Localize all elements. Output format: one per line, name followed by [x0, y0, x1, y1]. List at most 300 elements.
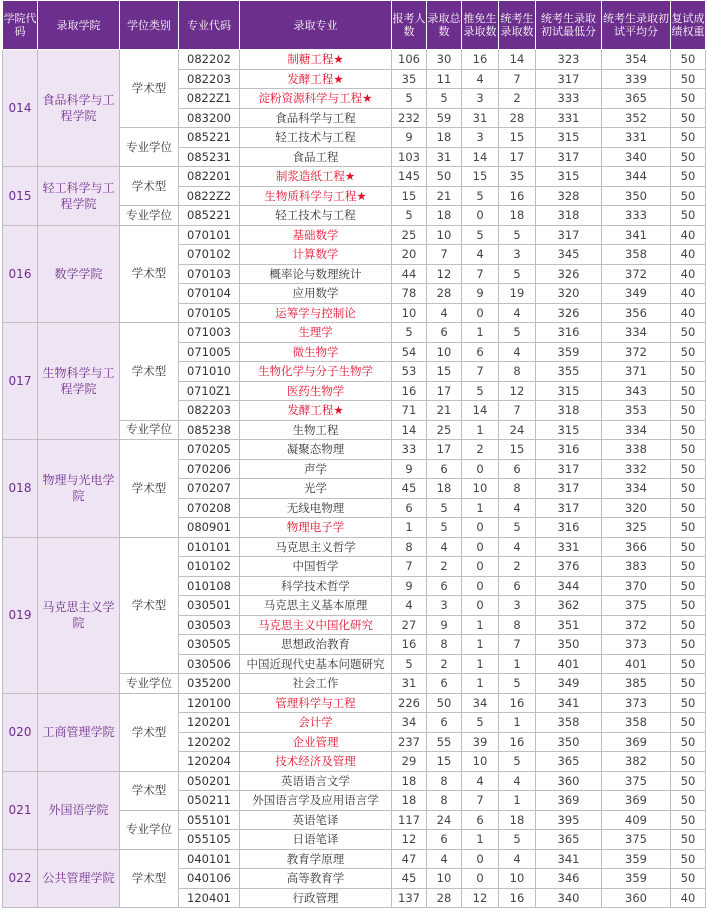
min-score: 317: [536, 479, 602, 499]
min-score: 344: [536, 576, 602, 596]
min-score: 345: [536, 245, 602, 265]
unified-admitted: 28: [499, 108, 536, 128]
major-name: 物理电子学: [240, 518, 392, 538]
unified-admitted: 24: [499, 420, 536, 440]
min-score: 323: [536, 50, 602, 70]
retest-weight: 50: [671, 674, 706, 694]
admitted-total: 12: [427, 264, 462, 284]
major-code: 070102: [179, 245, 240, 265]
retest-weight: 50: [671, 167, 706, 187]
applicants: 35: [392, 69, 427, 89]
major-name: 马克思主义哲学: [240, 537, 392, 557]
major-name: 光学: [240, 479, 392, 499]
major-name: 社会工作: [240, 674, 392, 694]
applicants: 103: [392, 147, 427, 167]
retest-weight: 50: [671, 615, 706, 635]
unified-admitted: 8: [499, 479, 536, 499]
avg-score: 332: [602, 459, 671, 479]
header-row: [3, 1, 706, 50]
applicants: 232: [392, 108, 427, 128]
admitted-total: 2: [427, 654, 462, 674]
major-code: 085238: [179, 420, 240, 440]
college-name: 物理与光电学院: [38, 440, 120, 538]
degree-type: 学术型: [120, 167, 179, 206]
exempt-admitted: 1: [462, 654, 499, 674]
unified-admitted: 4: [499, 537, 536, 557]
exempt-admitted: 1: [462, 674, 499, 694]
applicants: 9: [392, 576, 427, 596]
major-name: 凝聚态物理: [240, 440, 392, 460]
exempt-admitted: 4: [462, 771, 499, 791]
retest-weight: 50: [671, 752, 706, 772]
admitted-total: 21: [427, 186, 462, 206]
college-code: 015: [3, 167, 38, 226]
avg-score: 358: [602, 245, 671, 265]
header-college-code: 学院代码: [3, 1, 38, 50]
major-name: 淀粉资源科学与工程★: [240, 89, 392, 109]
major-code: 120201: [179, 713, 240, 733]
major-code: 120100: [179, 693, 240, 713]
header-major: 录取专业: [240, 1, 392, 50]
admitted-total: 17: [427, 440, 462, 460]
retest-weight: 50: [671, 459, 706, 479]
applicants: 20: [392, 245, 427, 265]
avg-score: 373: [602, 693, 671, 713]
min-score: 358: [536, 713, 602, 733]
avg-score: 365: [602, 89, 671, 109]
exempt-admitted: 10: [462, 479, 499, 499]
applicants: 10: [392, 303, 427, 323]
avg-score: 358: [602, 713, 671, 733]
exempt-admitted: 3: [462, 128, 499, 148]
retest-weight: 50: [671, 732, 706, 752]
major-code: 040101: [179, 849, 240, 869]
avg-score: 383: [602, 557, 671, 577]
retest-weight: 50: [671, 849, 706, 869]
min-score: 359: [536, 342, 602, 362]
admitted-total: 18: [427, 128, 462, 148]
avg-score: 369: [602, 732, 671, 752]
admission-table-wrapper: [2, 0, 705, 908]
applicants: 15: [392, 186, 427, 206]
unified-admitted: 4: [499, 498, 536, 518]
major-name: 发酵工程★: [240, 401, 392, 421]
applicants: 78: [392, 284, 427, 304]
retest-weight: 50: [671, 206, 706, 226]
applicants: 45: [392, 869, 427, 889]
min-score: 376: [536, 557, 602, 577]
college-code: 022: [3, 849, 38, 908]
major-name: 教育学原理: [240, 849, 392, 869]
major-code: 080901: [179, 518, 240, 538]
applicants: 29: [392, 752, 427, 772]
college-code: 020: [3, 693, 38, 771]
retest-weight: 50: [671, 108, 706, 128]
major-code: 070103: [179, 264, 240, 284]
unified-admitted: 5: [499, 830, 536, 850]
admitted-total: 59: [427, 108, 462, 128]
retest-weight: 40: [671, 225, 706, 245]
major-code: 050211: [179, 791, 240, 811]
header-unified-admitted: 统考生录取数: [499, 1, 536, 50]
unified-admitted: 14: [499, 50, 536, 70]
admitted-total: 4: [427, 537, 462, 557]
avg-score: 382: [602, 752, 671, 772]
retest-weight: 50: [671, 557, 706, 577]
applicants: 18: [392, 771, 427, 791]
unified-admitted: 1: [499, 713, 536, 733]
major-name: 食品科学与工程: [240, 108, 392, 128]
major-name: 计算数学: [240, 245, 392, 265]
exempt-admitted: 14: [462, 401, 499, 421]
min-score: 320: [536, 284, 602, 304]
exempt-admitted: 31: [462, 108, 499, 128]
min-score: 401: [536, 654, 602, 674]
unified-admitted: 5: [499, 518, 536, 538]
major-name: 发酵工程★: [240, 69, 392, 89]
college-code: 019: [3, 537, 38, 693]
admitted-total: 17: [427, 381, 462, 401]
exempt-admitted: 5: [462, 713, 499, 733]
min-score: 395: [536, 810, 602, 830]
unified-admitted: 16: [499, 186, 536, 206]
major-name: 科学技术哲学: [240, 576, 392, 596]
major-code: 082203: [179, 69, 240, 89]
major-name: 外国语言学及应用语言学: [240, 791, 392, 811]
applicants: 145: [392, 167, 427, 187]
major-name: 制浆造纸工程★: [240, 167, 392, 187]
min-score: 318: [536, 401, 602, 421]
exempt-admitted: 0: [462, 576, 499, 596]
retest-weight: 50: [671, 654, 706, 674]
min-score: 333: [536, 89, 602, 109]
min-score: 315: [536, 128, 602, 148]
major-name: 基础数学: [240, 225, 392, 245]
applicants: 25: [392, 225, 427, 245]
applicants: 237: [392, 732, 427, 752]
min-score: 315: [536, 381, 602, 401]
retest-weight: 50: [671, 693, 706, 713]
min-score: 326: [536, 303, 602, 323]
retest-weight: 50: [671, 713, 706, 733]
header-applicants: 报考人数: [392, 1, 427, 50]
min-score: 331: [536, 108, 602, 128]
admitted-total: 6: [427, 323, 462, 343]
exempt-admitted: 1: [462, 635, 499, 655]
header-admitted-total: 录取总数: [427, 1, 462, 50]
major-code: 010102: [179, 557, 240, 577]
table-row: [3, 693, 706, 713]
major-code: 010108: [179, 576, 240, 596]
min-score: 317: [536, 459, 602, 479]
college-name: 数学学院: [38, 225, 120, 323]
retest-weight: 50: [671, 810, 706, 830]
admitted-total: 5: [427, 498, 462, 518]
exempt-admitted: 1: [462, 830, 499, 850]
major-name: 概率论与数理统计: [240, 264, 392, 284]
min-score: 317: [536, 69, 602, 89]
table-row: [3, 440, 706, 460]
unified-admitted: 4: [499, 771, 536, 791]
unified-admitted: 5: [499, 264, 536, 284]
min-score: 349: [536, 674, 602, 694]
min-score: 341: [536, 849, 602, 869]
unified-admitted: 3: [499, 245, 536, 265]
min-score: 365: [536, 752, 602, 772]
unified-admitted: 10: [499, 869, 536, 889]
retest-weight: 50: [671, 420, 706, 440]
applicants: 54: [392, 342, 427, 362]
degree-type: 学术型: [120, 693, 179, 771]
min-score: 318: [536, 206, 602, 226]
header-degree-type: 学位类别: [120, 1, 179, 50]
min-score: 362: [536, 596, 602, 616]
retest-weight: 40: [671, 888, 706, 908]
avg-score: 343: [602, 381, 671, 401]
unified-admitted: 2: [499, 89, 536, 109]
applicants: 34: [392, 713, 427, 733]
admitted-total: 28: [427, 888, 462, 908]
unified-admitted: 19: [499, 284, 536, 304]
unified-admitted: 5: [499, 674, 536, 694]
avg-score: 325: [602, 518, 671, 538]
unified-admitted: 18: [499, 810, 536, 830]
applicants: 106: [392, 50, 427, 70]
applicants: 1: [392, 518, 427, 538]
admitted-total: 15: [427, 752, 462, 772]
major-name: 微生物学: [240, 342, 392, 362]
admitted-total: 6: [427, 713, 462, 733]
unified-admitted: 4: [499, 342, 536, 362]
exempt-admitted: 0: [462, 849, 499, 869]
major-name: 运筹学与控制论: [240, 303, 392, 323]
college-name: 工商管理学院: [38, 693, 120, 771]
college-code: 016: [3, 225, 38, 323]
avg-score: 401: [602, 654, 671, 674]
min-score: 351: [536, 615, 602, 635]
avg-score: 356: [602, 303, 671, 323]
admitted-total: 4: [427, 303, 462, 323]
major-code: 030505: [179, 635, 240, 655]
unified-admitted: 35: [499, 167, 536, 187]
retest-weight: 50: [671, 869, 706, 889]
unified-admitted: 7: [499, 635, 536, 655]
avg-score: 366: [602, 537, 671, 557]
college-name: 公共管理学院: [38, 849, 120, 908]
major-code: 030501: [179, 596, 240, 616]
exempt-admitted: 7: [462, 362, 499, 382]
table-row: [3, 323, 706, 343]
admitted-total: 10: [427, 869, 462, 889]
exempt-admitted: 4: [462, 245, 499, 265]
admitted-total: 9: [427, 615, 462, 635]
major-name: 企业管理: [240, 732, 392, 752]
major-name: 轻工技术与工程: [240, 128, 392, 148]
retest-weight: 50: [671, 830, 706, 850]
avg-score: 375: [602, 596, 671, 616]
min-score: 326: [536, 264, 602, 284]
major-code: 030503: [179, 615, 240, 635]
avg-score: 370: [602, 576, 671, 596]
applicants: 33: [392, 440, 427, 460]
avg-score: 369: [602, 791, 671, 811]
major-code: 071010: [179, 362, 240, 382]
avg-score: 320: [602, 498, 671, 518]
header-retest-weight: 复试成绩权重: [671, 1, 706, 50]
unified-admitted: 12: [499, 381, 536, 401]
applicants: 5: [392, 654, 427, 674]
exempt-admitted: 10: [462, 752, 499, 772]
admitted-total: 6: [427, 576, 462, 596]
major-name: 应用数学: [240, 284, 392, 304]
major-code: 085221: [179, 206, 240, 226]
major-name: 生物质科学与工程★: [240, 186, 392, 206]
major-name: 会计学: [240, 713, 392, 733]
applicants: 226: [392, 693, 427, 713]
avg-score: 349: [602, 284, 671, 304]
exempt-admitted: 0: [462, 206, 499, 226]
admitted-total: 11: [427, 69, 462, 89]
retest-weight: 50: [671, 147, 706, 167]
major-code: 071003: [179, 323, 240, 343]
unified-admitted: 4: [499, 849, 536, 869]
retest-weight: 50: [671, 401, 706, 421]
exempt-admitted: 1: [462, 420, 499, 440]
major-name: 生物工程: [240, 420, 392, 440]
header-exempt-admitted: 推免生录取数: [462, 1, 499, 50]
major-name: 高等教育学: [240, 869, 392, 889]
min-score: 316: [536, 518, 602, 538]
min-score: 341: [536, 693, 602, 713]
major-code: 070207: [179, 479, 240, 499]
avg-score: 359: [602, 869, 671, 889]
applicants: 5: [392, 206, 427, 226]
applicants: 71: [392, 401, 427, 421]
table-row: [3, 849, 706, 869]
retest-weight: 50: [671, 498, 706, 518]
admitted-total: 3: [427, 596, 462, 616]
applicants: 31: [392, 674, 427, 694]
major-name: 思想政治教育: [240, 635, 392, 655]
degree-type: 专业学位: [120, 674, 179, 694]
admitted-total: 50: [427, 693, 462, 713]
major-code: 071005: [179, 342, 240, 362]
admitted-total: 8: [427, 771, 462, 791]
avg-score: 331: [602, 128, 671, 148]
exempt-admitted: 39: [462, 732, 499, 752]
exempt-admitted: 6: [462, 342, 499, 362]
major-code: 070205: [179, 440, 240, 460]
major-name: 生物化学与分子生物学: [240, 362, 392, 382]
min-score: 369: [536, 791, 602, 811]
applicants: 9: [392, 459, 427, 479]
table-row: [3, 50, 706, 70]
major-name: 马克思主义中国化研究: [240, 615, 392, 635]
college-name: 轻工科学与工程学院: [38, 167, 120, 226]
admitted-total: 10: [427, 342, 462, 362]
unified-admitted: 5: [499, 323, 536, 343]
min-score: 331: [536, 537, 602, 557]
exempt-admitted: 7: [462, 791, 499, 811]
min-score: 355: [536, 362, 602, 382]
avg-score: 333: [602, 206, 671, 226]
admitted-total: 2: [427, 557, 462, 577]
major-code: 120401: [179, 888, 240, 908]
exempt-admitted: 1: [462, 615, 499, 635]
min-score: 317: [536, 225, 602, 245]
college-name: 食品科学与工程学院: [38, 50, 120, 167]
avg-score: 360: [602, 888, 671, 908]
applicants: 18: [392, 791, 427, 811]
avg-score: 372: [602, 615, 671, 635]
min-score: 340: [536, 888, 602, 908]
major-name: 英语笔译: [240, 810, 392, 830]
exempt-admitted: 5: [462, 381, 499, 401]
min-score: 346: [536, 869, 602, 889]
applicants: 44: [392, 264, 427, 284]
exempt-admitted: 3: [462, 89, 499, 109]
college-code: 017: [3, 323, 38, 440]
min-score: 350: [536, 635, 602, 655]
admitted-total: 4: [427, 849, 462, 869]
avg-score: 359: [602, 849, 671, 869]
major-name: 无线电物理: [240, 498, 392, 518]
degree-type: 专业学位: [120, 420, 179, 440]
applicants: 16: [392, 381, 427, 401]
retest-weight: 50: [671, 69, 706, 89]
unified-admitted: 1: [499, 791, 536, 811]
avg-score: 344: [602, 167, 671, 187]
college-code: 018: [3, 440, 38, 538]
major-name: 医药生物学: [240, 381, 392, 401]
exempt-admitted: 0: [462, 596, 499, 616]
applicants: 6: [392, 498, 427, 518]
retest-weight: 50: [671, 635, 706, 655]
admitted-total: 18: [427, 479, 462, 499]
admitted-total: 5: [427, 518, 462, 538]
unified-admitted: 8: [499, 362, 536, 382]
retest-weight: 50: [671, 89, 706, 109]
major-code: 082203: [179, 401, 240, 421]
exempt-admitted: 4: [462, 69, 499, 89]
exempt-admitted: 34: [462, 693, 499, 713]
major-name: 管理科学与工程: [240, 693, 392, 713]
retest-weight: 50: [671, 479, 706, 499]
applicants: 45: [392, 479, 427, 499]
unified-admitted: 7: [499, 69, 536, 89]
unified-admitted: 4: [499, 303, 536, 323]
avg-score: 353: [602, 401, 671, 421]
min-score: 350: [536, 732, 602, 752]
table-row: [3, 537, 706, 557]
retest-weight: 50: [671, 50, 706, 70]
applicants: 27: [392, 615, 427, 635]
exempt-admitted: 5: [462, 186, 499, 206]
degree-type: 专业学位: [120, 810, 179, 849]
major-code: 0710Z1: [179, 381, 240, 401]
retest-weight: 50: [671, 128, 706, 148]
applicants: 4: [392, 596, 427, 616]
major-code: 0822Z2: [179, 186, 240, 206]
unified-admitted: 7: [499, 401, 536, 421]
major-code: 082202: [179, 50, 240, 70]
unified-admitted: 18: [499, 206, 536, 226]
avg-score: 350: [602, 186, 671, 206]
college-name: 外国语学院: [38, 771, 120, 849]
avg-score: 334: [602, 420, 671, 440]
exempt-admitted: 2: [462, 440, 499, 460]
exempt-admitted: 0: [462, 518, 499, 538]
